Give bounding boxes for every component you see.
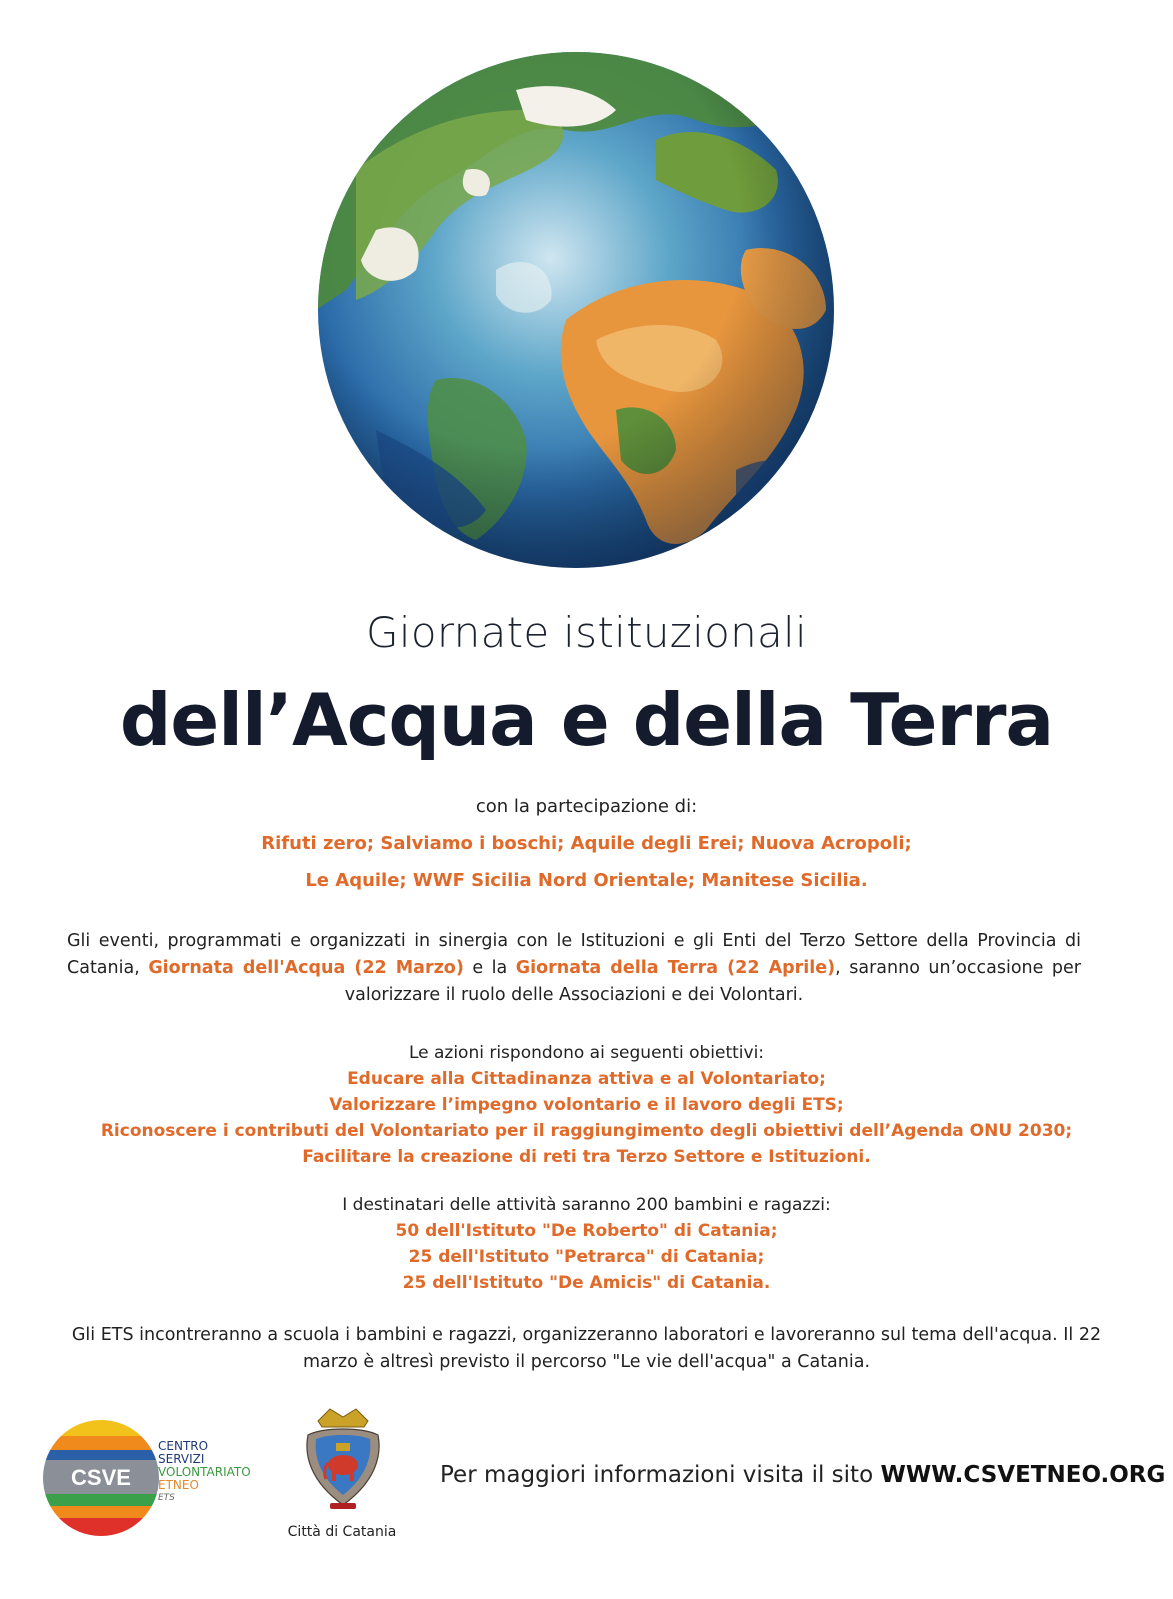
csve-line-4: ETNEO — [158, 1478, 199, 1492]
objectives-block — [0, 1040, 1173, 1170]
recipients-intro: I destinatari delle attività saranno 200 bambini e ragazzi: — [342, 1195, 831, 1215]
events-paragraph — [67, 928, 1081, 1009]
catania-crest-icon — [300, 1405, 386, 1515]
event-earth-day: Giornata della Terra (22 Aprile) — [515, 958, 836, 978]
city-label: Città di Catania — [287, 1524, 397, 1540]
participation-intro: con la partecipazione di: — [475, 796, 698, 817]
associations-line-2: Le Aquile; WWF Sicilia Nord Orientale; Manitese Sicilia. — [305, 870, 868, 891]
recipients-block — [0, 1192, 1173, 1296]
events-text-1: Gli eventi, programmati e organizzati in sinergia con le Istituzioni e gli Enti del Terzo Settore della Provincia di Catania, — [67, 931, 1081, 978]
recipient-item: 50 dell'Istituto "De Roberto" di Catania; — [395, 1221, 778, 1241]
event-water-day: Giornata dell'Acqua (22 Marzo) — [148, 958, 464, 978]
recipient-item: 25 dell'Istituto "Petrarca" di Catania; — [408, 1247, 765, 1267]
objective-item: Riconoscere i contributi del Volontariato per il raggiungimento degli obiettivi dell’Agenda ONU 2030; — [100, 1121, 1073, 1141]
subtitle: Giornate istituzionali — [366, 608, 807, 657]
recipient-item: 25 dell'Istituto "De Amicis" di Catania. — [402, 1273, 771, 1293]
objective-item: Valorizzare l’impegno volontario e il lavoro degli ETS; — [329, 1095, 844, 1115]
csve-text — [158, 1440, 251, 1505]
events-text-2: e la — [463, 958, 516, 978]
csve-acronym: CSVE — [71, 1465, 131, 1490]
csve-line-3: VOLONTARIATO — [158, 1465, 251, 1479]
footer-info-text: Per maggiori informazioni visita il sito — [440, 1462, 881, 1488]
closing-paragraph: Gli ETS incontreranno a scuola i bambini e ragazzi, organizzeranno laboratori e lavoreranno sul tema dell'acqua. Il 22 marzo è altresì previsto il percorso "Le vie dell'acqua" a Catania. — [71, 1325, 1102, 1372]
csve-line-1: CENTRO — [158, 1439, 209, 1453]
objective-item: Facilitare la creazione di reti tra Terzo Settore e Istituzioni. — [302, 1147, 871, 1167]
events-text-3: , saranno un’occasione per valorizzare il ruolo delle Associazioni e dei Volontari. — [344, 958, 1081, 1005]
objectives-intro: Le azioni rispondono ai seguenti obiettivi: — [408, 1043, 765, 1063]
website-link[interactable]: WWW.CSVETNEO.ORG — [880, 1462, 1166, 1488]
objective-item: Educare alla Cittadinanza attiva e al Volontariato; — [347, 1069, 826, 1089]
page-title: dell’Acqua e della Terra — [119, 678, 1054, 762]
earth-globe-image — [316, 50, 836, 570]
footer-info — [440, 1462, 1165, 1488]
csve-line-2: SERVIZI — [158, 1452, 205, 1466]
associations-line-1: Rifuti zero; Salviamo i boschi; Aquile degli Erei; Nuova Acropoli; — [261, 833, 912, 854]
csve-line-5: ETS — [158, 1493, 175, 1503]
